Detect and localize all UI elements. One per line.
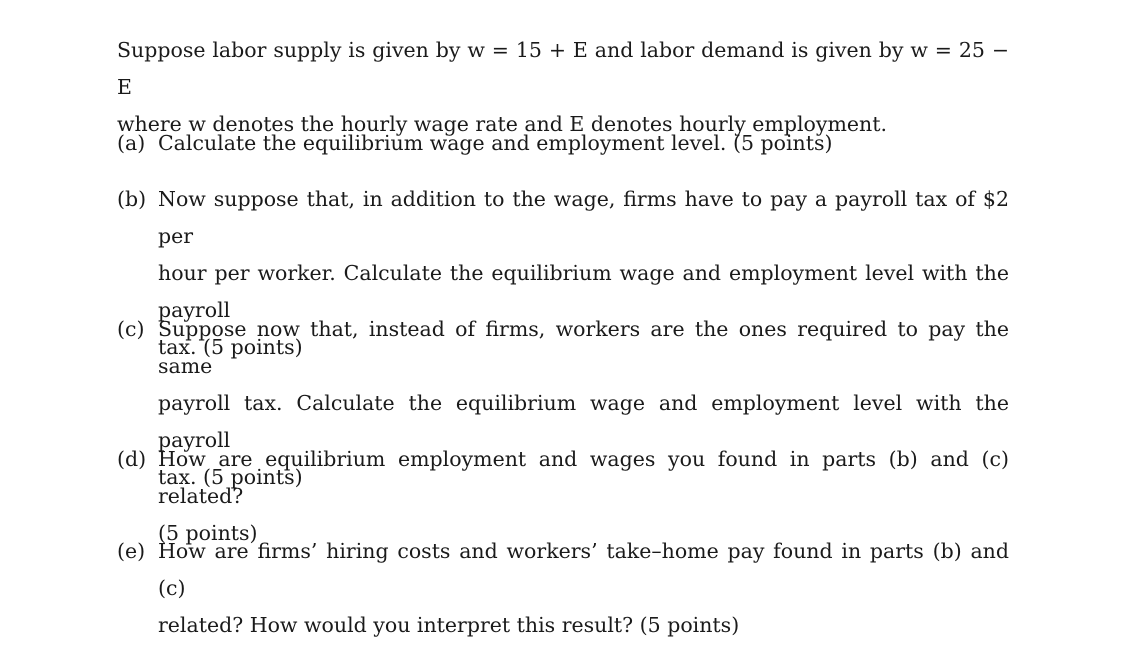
intro-line-1: Suppose labor supply is given by w = 15 + E and labor demand is given by w = 25 − E [117, 38, 1009, 99]
question-line: How are equilibrium employment and wages you found in parts (b) and (c) related? [158, 447, 1009, 508]
question-line: How are firms’ hiring costs and workers’ take–home pay found in parts (b) and (c) [158, 539, 1009, 600]
question-label: (b) [117, 187, 147, 211]
question-line: Suppose now that, instead of firms, workers are the ones required to pay the same [158, 317, 1009, 378]
question-line: (5 points) [158, 521, 258, 545]
question-label: (e) [117, 539, 146, 563]
question-line: related? How would you interpret this result? (5 points) [158, 613, 740, 637]
question-e [117, 533, 1009, 644]
question-line: tax. (5 points) [158, 465, 303, 489]
question-label: (c) [117, 317, 145, 341]
question-line: hour per worker. Calculate the equilibrium wage and employment level with the payroll [158, 261, 1009, 322]
intro-line-2: where w denotes the hourly wage rate and E denotes hourly employment. [117, 112, 887, 136]
question-label: (a) [117, 131, 146, 155]
question-line: Now suppose that, in addition to the wage, firms have to pay a payroll tax of $2 per [158, 187, 1009, 248]
question-label: (d) [117, 447, 147, 471]
question-line: payroll tax. Calculate the equilibrium wage and employment level with the payroll [158, 391, 1009, 452]
question-line: Calculate the equilibrium wage and employment level. (5 points) [158, 131, 833, 155]
question-a [117, 125, 1009, 162]
question-line: tax. (5 points) [158, 335, 303, 359]
